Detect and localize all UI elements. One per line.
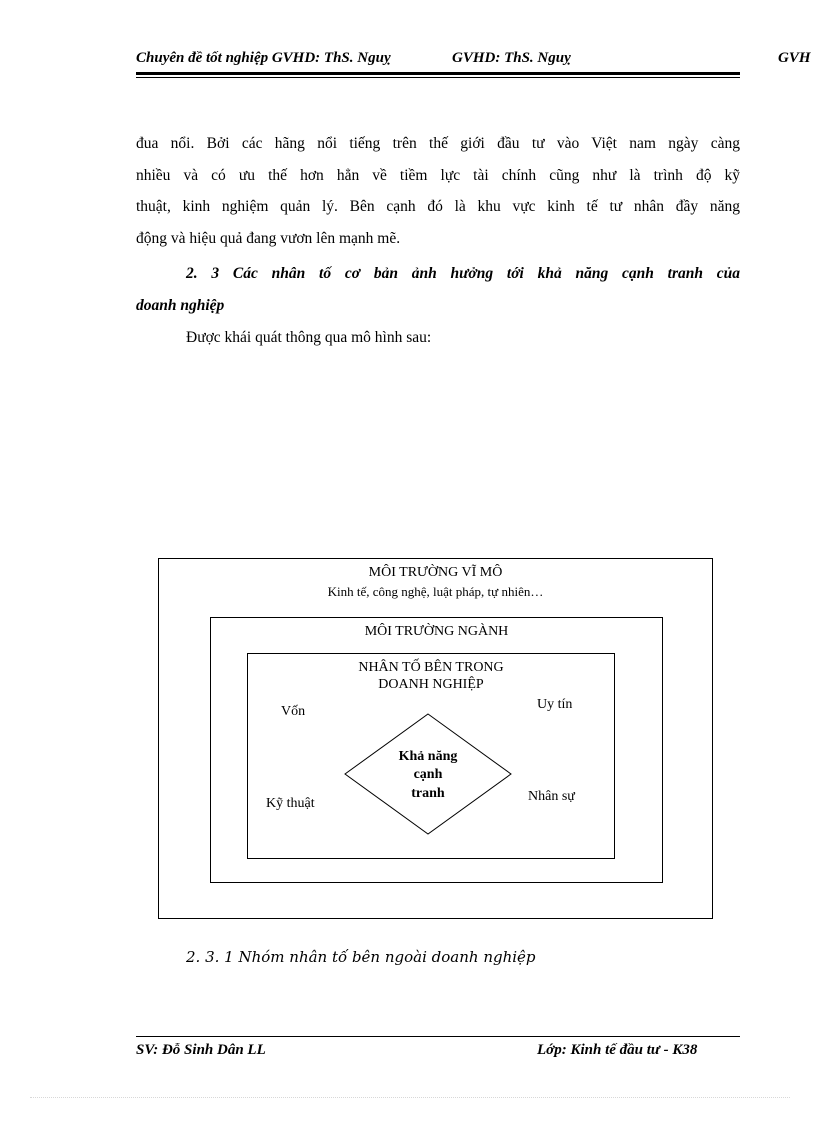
diamond-label-line2: cạnh: [413, 767, 443, 782]
diamond-label-line3: tranh: [411, 786, 445, 801]
footer-student: SV: Đỗ Sinh Dân LL: [136, 1042, 266, 1058]
header-right: GVH: [778, 50, 811, 66]
header-rule-thin: [136, 77, 740, 78]
factor-personnel: Nhân sự: [528, 789, 575, 804]
paragraph-line: đua nổi. Bởi các hãng nổi tiếng trên thế giới đầu tư vào Việt nam ngày càng: [136, 135, 740, 152]
page-bottom-divider: [30, 1097, 790, 1098]
paragraph-line: nhiều và có ưu thế hơn hẳn về tiềm lực tài chính cũng như là trình độ kỹ: [136, 166, 740, 184]
header-left: Chuyên đề tốt nghiệp GVHD: ThS. Nguỵ: [136, 50, 391, 66]
paragraph-line: động và hiệu quả đang vươn lên mạnh mẽ.: [136, 229, 401, 247]
industry-environment-title: MÔI TRƯỜNG NGÀNH: [364, 624, 509, 639]
header-rule-thick: [136, 72, 740, 75]
macro-environment-title: MÔI TRƯỜNG VĨ MÔ: [368, 565, 503, 580]
section-heading-line1: 2. 3 Các nhân tố cơ bản ảnh hưởng tới khả năng cạnh tranh của: [186, 265, 740, 282]
factor-reputation: Uy tín: [537, 697, 573, 712]
factor-capital: Vốn: [281, 704, 306, 719]
diamond-label-line1: Khả năng: [398, 749, 458, 764]
header-middle: GVHD: ThS. Nguỵ: [452, 50, 571, 66]
subsection-heading: 2. 3. 1 Nhóm nhân tố bên ngoài doanh nghiệp: [186, 948, 536, 966]
section-heading: [136, 258, 740, 322]
footer-class: Lớp: Kinh tế đầu tư - K38: [537, 1042, 698, 1058]
footer-rule: [136, 1036, 740, 1037]
internal-factors-title-1: NHÂN TỐ BÊN TRONG: [358, 660, 504, 675]
factor-technology: Kỹ thuật: [266, 796, 315, 811]
body-paragraph: [136, 128, 740, 254]
paragraph-line: thuật, kinh nghiệm quản lý. Bên cạnh đó là khu vực kinh tế tư nhân đầy năng: [136, 198, 740, 215]
internal-factors-title-2: DOANH NGHIỆP: [378, 677, 484, 692]
intro-text: Được khái quát thông qua mô hình sau:: [186, 329, 432, 346]
macro-environment-subtitle: Kinh tế, công nghệ, luật pháp, tự nhiên…: [327, 584, 544, 599]
section-heading-line2: doanh nghiệp: [136, 297, 225, 314]
